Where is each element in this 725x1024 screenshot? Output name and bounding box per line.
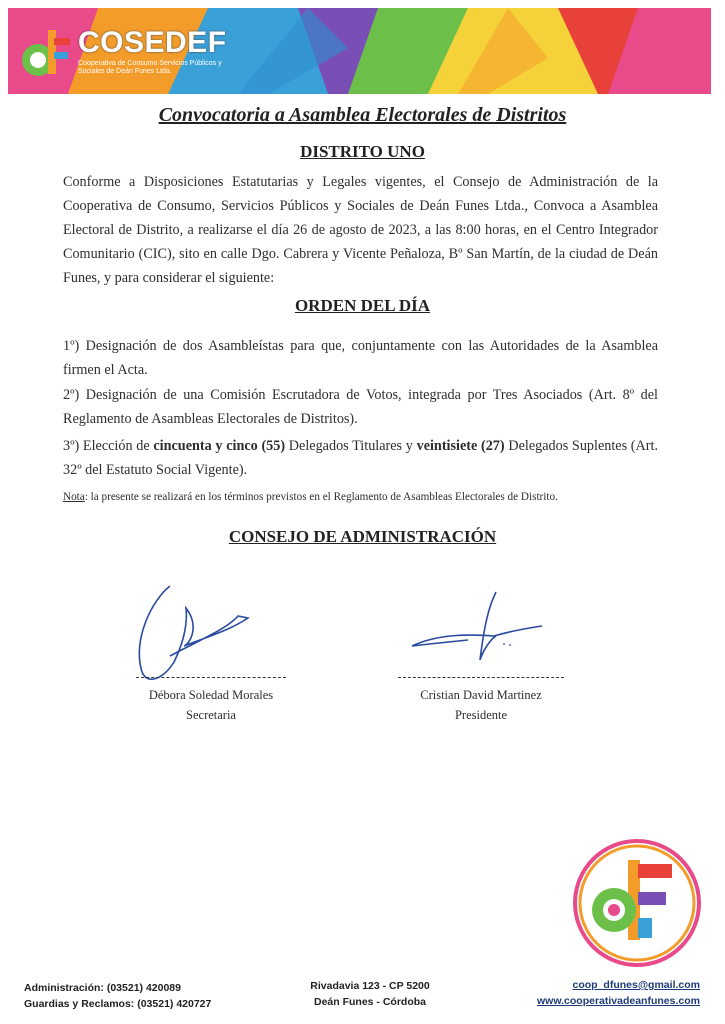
footer-email-link[interactable]: coop_dfunes@gmail.com (572, 979, 700, 991)
agenda-item-3 (63, 434, 658, 482)
footer-address-line2: Deán Funes - Córdoba (313, 996, 426, 1008)
signer-name-secretaria: Débora Soledad Morales (148, 688, 274, 702)
signature-line-secretaria (136, 677, 286, 678)
footer-admin-phone: Administración: (03521) 420089 (24, 982, 181, 994)
signature-line-presidente (398, 677, 564, 678)
item3-text-b: Delegados Titulares y (285, 438, 417, 454)
footer-web-link[interactable]: www.cooperativadeanfunes.com (537, 995, 700, 1007)
district-heading: DISTRITO UNO (300, 142, 425, 161)
cosedef-logo (16, 24, 226, 86)
header-banner (8, 8, 711, 94)
item3-bold-a: cincuenta y cinco (55) (153, 438, 286, 454)
note (63, 491, 663, 503)
brand-subtitle: Cooperativa de Consumo Servicios Públicos y Sociales de Deán Funes Ltda. (78, 60, 222, 75)
footer-address (290, 978, 450, 1010)
df-round-logo-icon (572, 838, 702, 968)
signature-secretaria (130, 580, 270, 690)
brand-name: COSEDEF (78, 26, 227, 59)
footer-guard-phone: Guardias y Reclamos: (03521) 420727 (24, 998, 212, 1010)
signature-presidente (408, 588, 548, 678)
intro-paragraph: Conforme a Disposiciones Estatutarias y Legales vigentes, el Consejo de Administración de la Cooperativa de Consumo, Servicios Públicos y Sociales de Deán Funes Ltda., Convoca a Asamblea Electoral de Distrito, a realizarse el día 26 de agosto de 2023, a las 8:00 horas, en el Centro Integrador Comunitario (CIC), sito en calle Dgo. Cabrera y Vicente Peñaloza, Bº San Martín, de la ciudad de Deán Funes, y para considerar el siguiente: (63, 174, 658, 286)
agenda-item-2: 2º) Designación de una Comisión Escrutadora de Votos, integrada por Tres Asociados (Art. 8º del Reglamento de Asambleas Electorales de Distritos). (63, 387, 658, 427)
signer-name-presidente: Cristian David Martinez (420, 688, 542, 702)
document-title: Convocatoria a Asamblea Electorales de Distritos (158, 104, 567, 126)
council-heading: CONSEJO DE ADMINISTRACIÓN (228, 527, 497, 546)
signer-role-presidente: Presidente (454, 708, 508, 722)
agenda-item-1: 1º) Designación de dos Asambleístas para que, conjuntamente con las Autoridades de la Asamblea firmen el Acta. (63, 338, 658, 378)
agenda-heading: ORDEN DEL DÍA (294, 296, 431, 315)
item3-text-c: Delegados Suplentes (Art. 32º del Estatuto Social Vigente). (63, 438, 658, 478)
signer-role-secretaria: Secretaria (186, 708, 236, 722)
item3-text-a: 3º) Elección de (63, 438, 154, 454)
note-text: : la presente se realizará en los términos previstos en el Reglamento de Asambleas Electorales de Distrito. (84, 491, 558, 503)
item3-bold-b: veintisiete (27) (416, 438, 505, 454)
df-logo-icon (16, 24, 74, 82)
footer-address-line1: Rivadavia 123 - CP 5200 (310, 980, 430, 992)
footer-contact (500, 977, 700, 1009)
note-label: Nota (63, 491, 85, 503)
footer-phones (24, 980, 264, 1012)
